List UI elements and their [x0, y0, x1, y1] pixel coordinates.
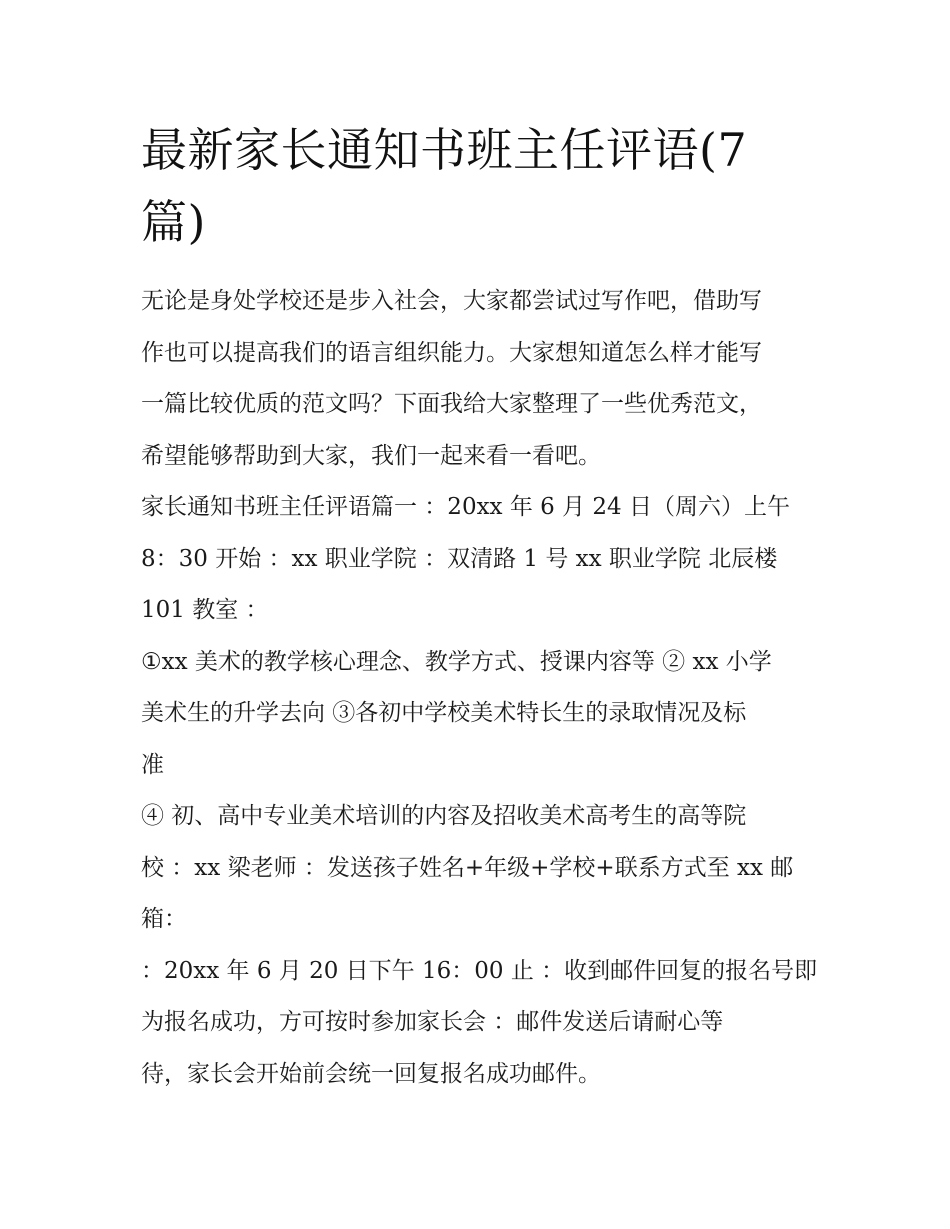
- title-line: 最新家长通知书班主任评语(7: [141, 123, 748, 177]
- body-line: 一篇比较优质的范文吗？下面我给大家整理了一些优秀范文，: [141, 391, 762, 417]
- body-line: 希望能够帮助到大家，我们一起来看一看吧。: [141, 442, 601, 469]
- body-line: 准: [141, 751, 164, 778]
- page-title: [141, 114, 821, 258]
- body-line: 待，家长会开始前会统一回复报名成功邮件。: [141, 1060, 601, 1087]
- body-line: ：20xx 年 6 月 20 日下午 16：00 止 ：收到邮件回复的报名号即: [141, 957, 818, 984]
- body-line: 为报名成功，方可按时参加家长会 ：邮件发送后请耐心等: [141, 1009, 724, 1035]
- body-line: 箱：: [141, 906, 187, 932]
- body-line: ①xx 美术的教学核心理念、教学方式、授课内容等 ② xx 小学: [141, 648, 772, 675]
- body-line: ④ 初、高中专业美术培训的内容及招收美术高考生的高等院: [141, 803, 747, 829]
- body-line: 无论是身处学校还是步入社会，大家都尝试过写作吧，借助写: [141, 288, 762, 314]
- body-line: 家长通知书班主任评语篇一 ：20xx 年 6 月 24 日（周六）上午: [141, 494, 790, 520]
- document-body: [141, 276, 821, 1100]
- body-line: 校 ：xx 梁老师 ：发送孩子姓名+年级+学校+联系方式至 xx 邮: [141, 854, 794, 881]
- body-line: 101 教室 ：: [141, 597, 269, 623]
- title-line: 篇): [141, 195, 206, 249]
- body-line: 8：30 开始 ：xx 职业学院 ：双清路 1 号 xx 职业学院 北辰楼: [141, 545, 778, 572]
- body-line: 美术生的升学去向 ③各初中学校美术特长生的录取情况及标: [141, 700, 747, 726]
- body-line: 作也可以提高我们的语言组织能力。大家想知道怎么样才能写: [141, 339, 762, 366]
